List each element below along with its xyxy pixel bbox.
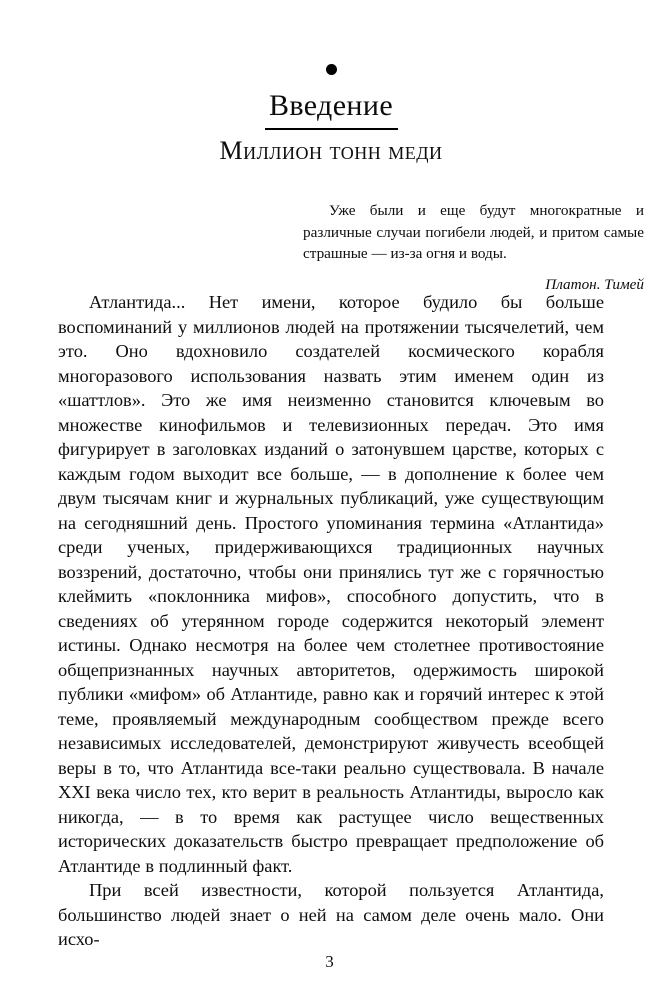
- paragraph: При всей известности, которой пользуется Атлантида, большинство людей знает о ней на самом деле очень мало. Они исхо-: [58, 880, 604, 949]
- chapter-header: [58, 64, 604, 166]
- epigraph: [303, 200, 644, 295]
- bullet-dot-icon: [326, 64, 337, 75]
- epigraph-attribution: Платон. Тимей: [545, 275, 644, 293]
- epigraph-text: Уже были и еще будут многократные и различные случаи погибели людей, и притом самые страшные — из-за огня и воды.: [303, 202, 644, 262]
- page-title: Введение: [268, 89, 394, 122]
- title-divider: [265, 128, 398, 130]
- paragraph: Атлантида... Нет имени, которое будило бы больше воспоминаний у миллионов людей на протяжении тысячелетий, чем это. Оно вдохновило создателей космического корабля многоразового использования назвать этим именем один из «шаттлов». Это же имя неизменно становится ключевым во множестве кинофильмов и телевизионных передач. Это имя фигурирует в заголовках изданий о затонувшем царстве, которых с каждым годом выходит все больше, — в дополнение к более чем двум тысячам книг и журнальных публикаций, уже существующим на сегодняшний день. Простого упоминания термина «Атлантида» среди ученых, придерживающихся традиционных научных воззрений, достаточно, чтобы они принялись тут же с горячностью клеймить «поклонника мифов», способного допустить, что в сведениях об утерянном городе содержится некоторый элемент истины. Однако несмотря на более чем столетнее противостояние общепризнанных научных авторитетов, одержимость широкой публики «мифом» об Атлантиде, равно как и горячий интерес к этой теме, проявляемый международным сообществом прежде всего независимых исследователей, демонстрируют живучесть всеобщей веры в то, что Атлантида все-таки реально существовала. В начале XXI века число тех, кто верит в реальность Атлантиды, выросло как никогда, — в то время как растущее число вещественных исторических доказательств быстро превращает предположение об Атлантиде в подлинный факт.: [58, 292, 604, 876]
- chapter-subtitle: Миллион тонн меди: [219, 136, 443, 166]
- page-number: 3: [325, 952, 334, 971]
- body-text: [58, 290, 604, 952]
